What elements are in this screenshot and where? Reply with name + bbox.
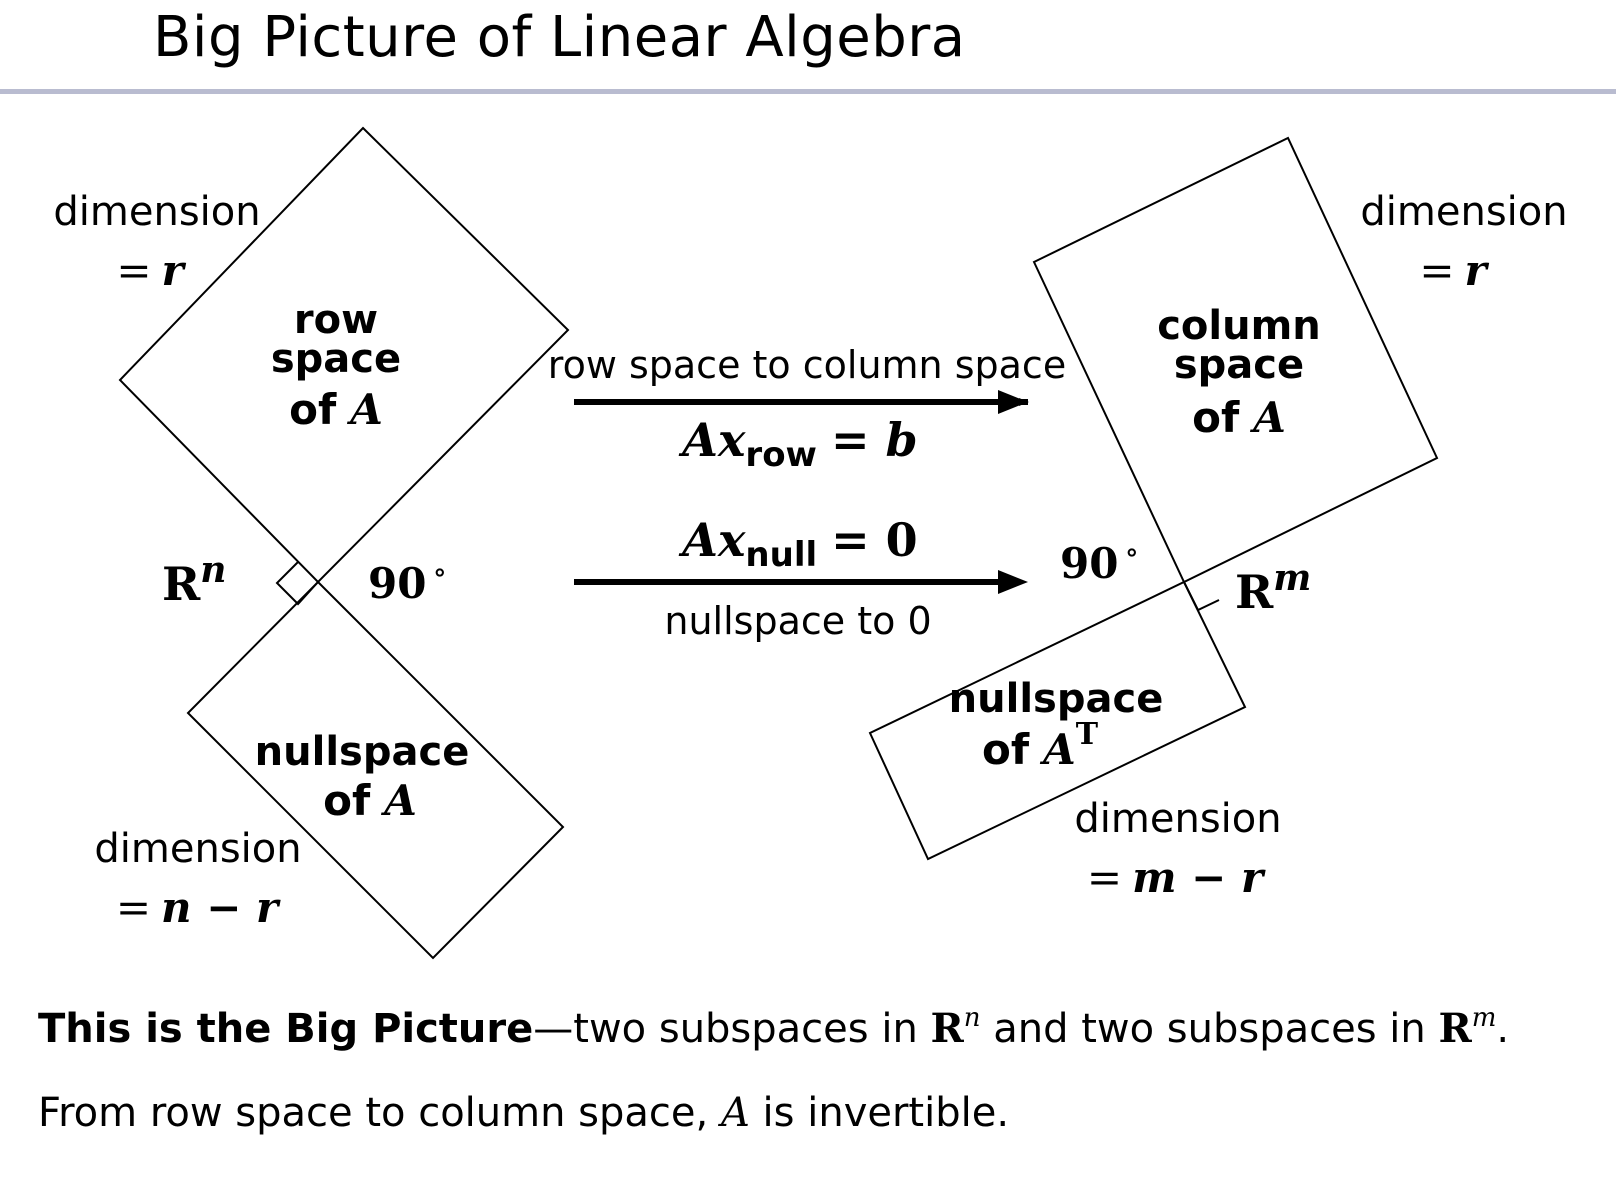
right-angle-marker-left	[277, 562, 318, 604]
caption-text-4: is invertible.	[749, 1090, 1010, 1136]
caption-text-2: and two subspaces in	[980, 1006, 1439, 1052]
row-space-label-line2: space	[270, 336, 402, 382]
caption-text-1: two subspaces in	[573, 1006, 931, 1052]
rn-label: $R^n$	[162, 549, 227, 611]
caption-text-3: From row space to column space,	[38, 1090, 721, 1136]
nullspace-a-label-line2: of A	[323, 776, 417, 825]
arrow-bottom-label: nullspace to 0	[664, 599, 932, 643]
nullspace-at-dimension-label: dimension	[1074, 796, 1282, 842]
caption-line-2	[38, 1090, 1009, 1136]
arrowhead-top	[998, 390, 1028, 414]
column-space-label-line1: column	[1157, 303, 1321, 349]
caption-line-1	[38, 1005, 1509, 1052]
caption-dash: —	[533, 1006, 574, 1052]
arrowhead-bottom	[998, 570, 1028, 594]
caption-matrix-a: A	[720, 1090, 750, 1136]
caption-rm-symbol: R	[1438, 1005, 1472, 1052]
column-space-dimension-value: = r	[1419, 246, 1487, 295]
column-space-label-line2: space	[1173, 342, 1305, 388]
arrow-bottom-equation: $Ax_{null} = 0$	[682, 513, 918, 575]
right-angle-marker-right	[1184, 582, 1219, 610]
nullspace-at-label-line2: of $A^T$	[981, 717, 1099, 774]
nullspace-a-dimension-label: dimension	[94, 826, 302, 872]
row-space-label-line1: row	[293, 297, 379, 343]
caption-rm-exponent: m	[1471, 1003, 1497, 1033]
column-space-dimension-label: dimension	[1360, 189, 1568, 235]
row-space-label-line3: of A	[289, 385, 383, 434]
caption-period: .	[1496, 1006, 1510, 1052]
arrow-top-equation: $Ax_{row} = b$	[682, 413, 918, 475]
caption-rn-symbol: R	[930, 1005, 964, 1052]
row-space-dimension-label: dimension	[53, 189, 261, 235]
angle-label-left: 90 ∘	[368, 555, 448, 608]
nullspace-at-label-line1: nullspace	[948, 676, 1164, 722]
nullspace-a-dimension-value: = n − r	[115, 883, 279, 932]
nullspace-at-dimension-value: = m − r	[1086, 853, 1264, 902]
caption-rn-exponent: n	[963, 1003, 981, 1033]
caption-bold-phrase: This is the Big Picture	[38, 1006, 534, 1052]
rm-label: $R^m$	[1235, 557, 1312, 619]
nullspace-a-label-line1: nullspace	[254, 729, 470, 775]
page-title: Big Picture of Linear Algebra	[153, 5, 966, 70]
column-space-label-line3: of A	[1192, 393, 1286, 442]
angle-label-right: 90 ∘	[1060, 535, 1140, 588]
arrow-top-label: row space to column space	[547, 343, 1067, 387]
row-space-dimension-value: = r	[116, 246, 184, 295]
